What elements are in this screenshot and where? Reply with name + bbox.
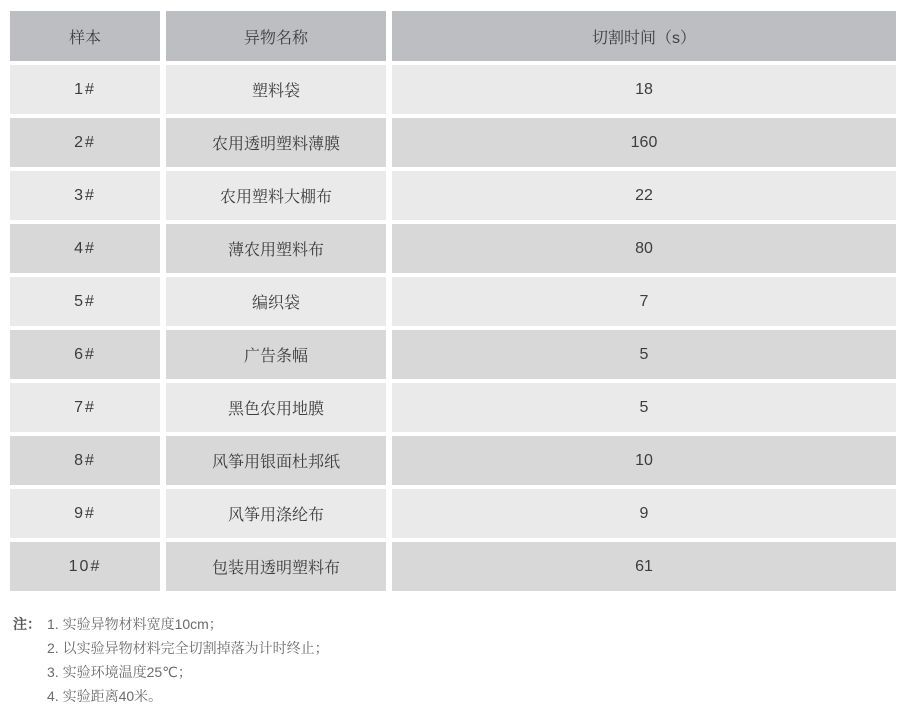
table-sample-cell: 10#	[10, 542, 160, 591]
table-material-cell: 农用塑料大棚布	[166, 171, 386, 220]
table-sample-cell: 2#	[10, 118, 160, 167]
header-cell-sample: 样本	[10, 11, 160, 61]
table-sample-cell: 7#	[10, 383, 160, 432]
results-table	[10, 11, 896, 591]
table-material-cell: 薄农用塑料布	[166, 224, 386, 273]
table-sample-cell: 8#	[10, 436, 160, 485]
note-text: 3. 实验环境温度25℃；	[47, 664, 192, 680]
table-material-cell: 农用透明塑料薄膜	[166, 118, 386, 167]
table-cut-time-cell: 5	[392, 383, 896, 432]
note-item	[13, 636, 896, 660]
table-cut-time-cell: 18	[392, 65, 896, 114]
note-item	[13, 660, 896, 684]
note-text: 4. 实验距离40米。	[47, 688, 163, 704]
table-material-cell: 广告条幅	[166, 330, 386, 379]
notes-label: 注：	[13, 616, 41, 632]
table-sample-cell: 9#	[10, 489, 160, 538]
table-material-cell: 黑色农用地膜	[166, 383, 386, 432]
table-material-cell: 风筝用银面杜邦纸	[166, 436, 386, 485]
table-cut-time-cell: 22	[392, 171, 896, 220]
table-sample-cell: 1#	[10, 65, 160, 114]
table-cut-time-cell: 160	[392, 118, 896, 167]
table-cut-time-cell: 5	[392, 330, 896, 379]
table-cut-time-cell: 80	[392, 224, 896, 273]
table-cut-time-cell: 7	[392, 277, 896, 326]
table-cut-time-cell: 10	[392, 436, 896, 485]
notes	[13, 612, 896, 708]
header-cell-cut-time: 切割时间（s）	[392, 11, 896, 61]
table-cut-time-cell: 9	[392, 489, 896, 538]
note-item	[13, 684, 896, 708]
table-material-cell: 风筝用涤纶布	[166, 489, 386, 538]
table-sample-cell: 5#	[10, 277, 160, 326]
table-material-cell: 塑料袋	[166, 65, 386, 114]
table-sample-cell: 3#	[10, 171, 160, 220]
table-cut-time-cell: 61	[392, 542, 896, 591]
table-material-cell: 编织袋	[166, 277, 386, 326]
header-cell-material: 异物名称	[166, 11, 386, 61]
note-text: 1. 实验异物材料宽度10cm；	[47, 616, 223, 632]
note-text: 2. 以实验异物材料完全切割掉落为计时终止；	[47, 640, 329, 656]
table-material-cell: 包装用透明塑料布	[166, 542, 386, 591]
table-sample-cell: 4#	[10, 224, 160, 273]
table-sample-cell: 6#	[10, 330, 160, 379]
note-item	[13, 612, 896, 636]
